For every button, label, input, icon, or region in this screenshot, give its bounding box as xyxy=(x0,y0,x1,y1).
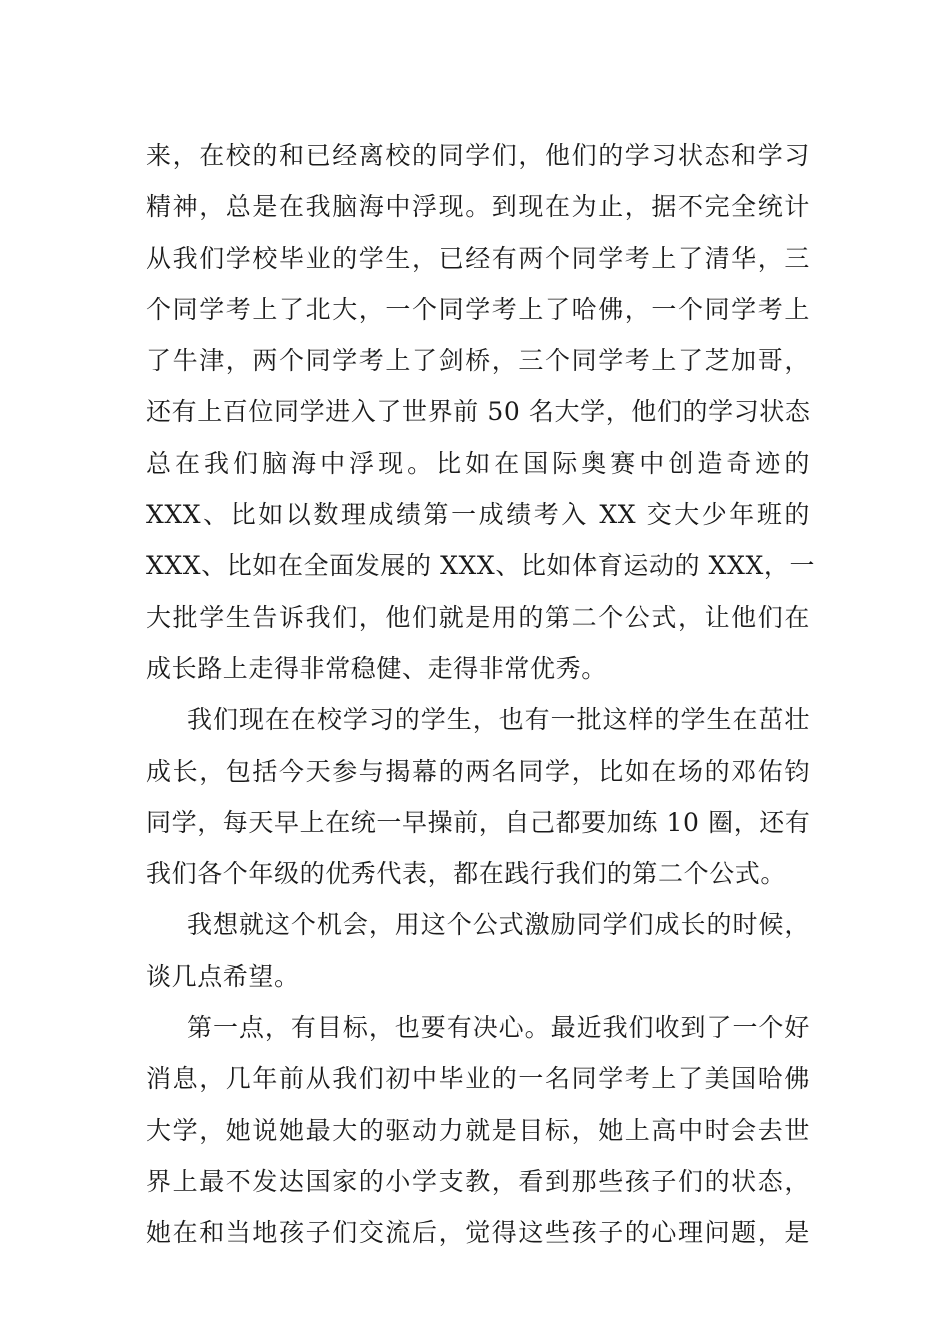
text-line: 来，在校的和已经离校的同学们，他们的学习状态和学习 xyxy=(146,141,810,170)
text-line: 个同学考上了北大，一个同学考上了哈佛，一个同学考上 xyxy=(146,294,810,324)
text-line: XXX、比如在全面发展的 XXX、比如体育运动的 XXX，一 xyxy=(146,551,816,581)
text-line: 总在我们脑海中浮现。比如在国际奥赛中创造奇迹的 xyxy=(146,448,810,478)
text-line: 她在和当地孩子们交流后，觉得这些孩子的心理问题，是 xyxy=(146,1218,810,1248)
paragraph-4 xyxy=(146,1002,810,1258)
text-line: 大批学生告诉我们，他们就是用的第二个公式，让他们在 xyxy=(146,602,810,632)
text-line: 成长路上走得非常稳健、走得非常优秀。 xyxy=(146,653,607,683)
paragraph-2 xyxy=(146,694,810,899)
text-line: 精神，总是在我脑海中浮现。到现在为止，据不完全统计 xyxy=(146,192,810,222)
text-line: 从我们学校毕业的学生，已经有两个同学考上了清华，三 xyxy=(146,243,810,273)
text-line: 我们现在在校学习的学生，也有一批这样的学生在茁壮 xyxy=(187,705,810,735)
document-body xyxy=(146,130,816,1259)
text-line: 同学，每天早上在统一早操前，自己都要加练 10 圈，还有 xyxy=(146,807,811,837)
text-line: 我们各个年级的优秀代表，都在践行我们的第二个公式。 xyxy=(146,859,787,889)
text-line: 成长，包括今天参与揭幕的两名同学，比如在场的邓佑钧 xyxy=(146,756,810,786)
text-line: XXX、比如以数理成绩第一成绩考入 XX 交大少年班的 xyxy=(146,500,810,530)
text-line: 还有上百位同学进入了世界前 50 名大学，他们的学习状态 xyxy=(146,397,811,427)
text-line: 界上最不发达国家的小学支教，看到那些孩子们的状态， xyxy=(146,1166,810,1196)
text-line: 我想就这个机会，用这个公式激励同学们成长的时候， xyxy=(187,910,810,940)
text-line: 大学，她说她最大的驱动力就是目标，她上高中时会去世 xyxy=(146,1115,810,1145)
paragraph-1 xyxy=(146,130,816,694)
paragraph-3 xyxy=(146,899,810,1002)
text-line: 第一点，有目标，也要有决心。最近我们收到了一个好 xyxy=(187,1013,810,1043)
text-line: 消息，几年前从我们初中毕业的一名同学考上了美国哈佛 xyxy=(146,1064,810,1094)
text-line: 了牛津，两个同学考上了剑桥，三个同学考上了芝加哥， xyxy=(146,346,810,376)
text-line: 谈几点希望。 xyxy=(146,961,300,991)
